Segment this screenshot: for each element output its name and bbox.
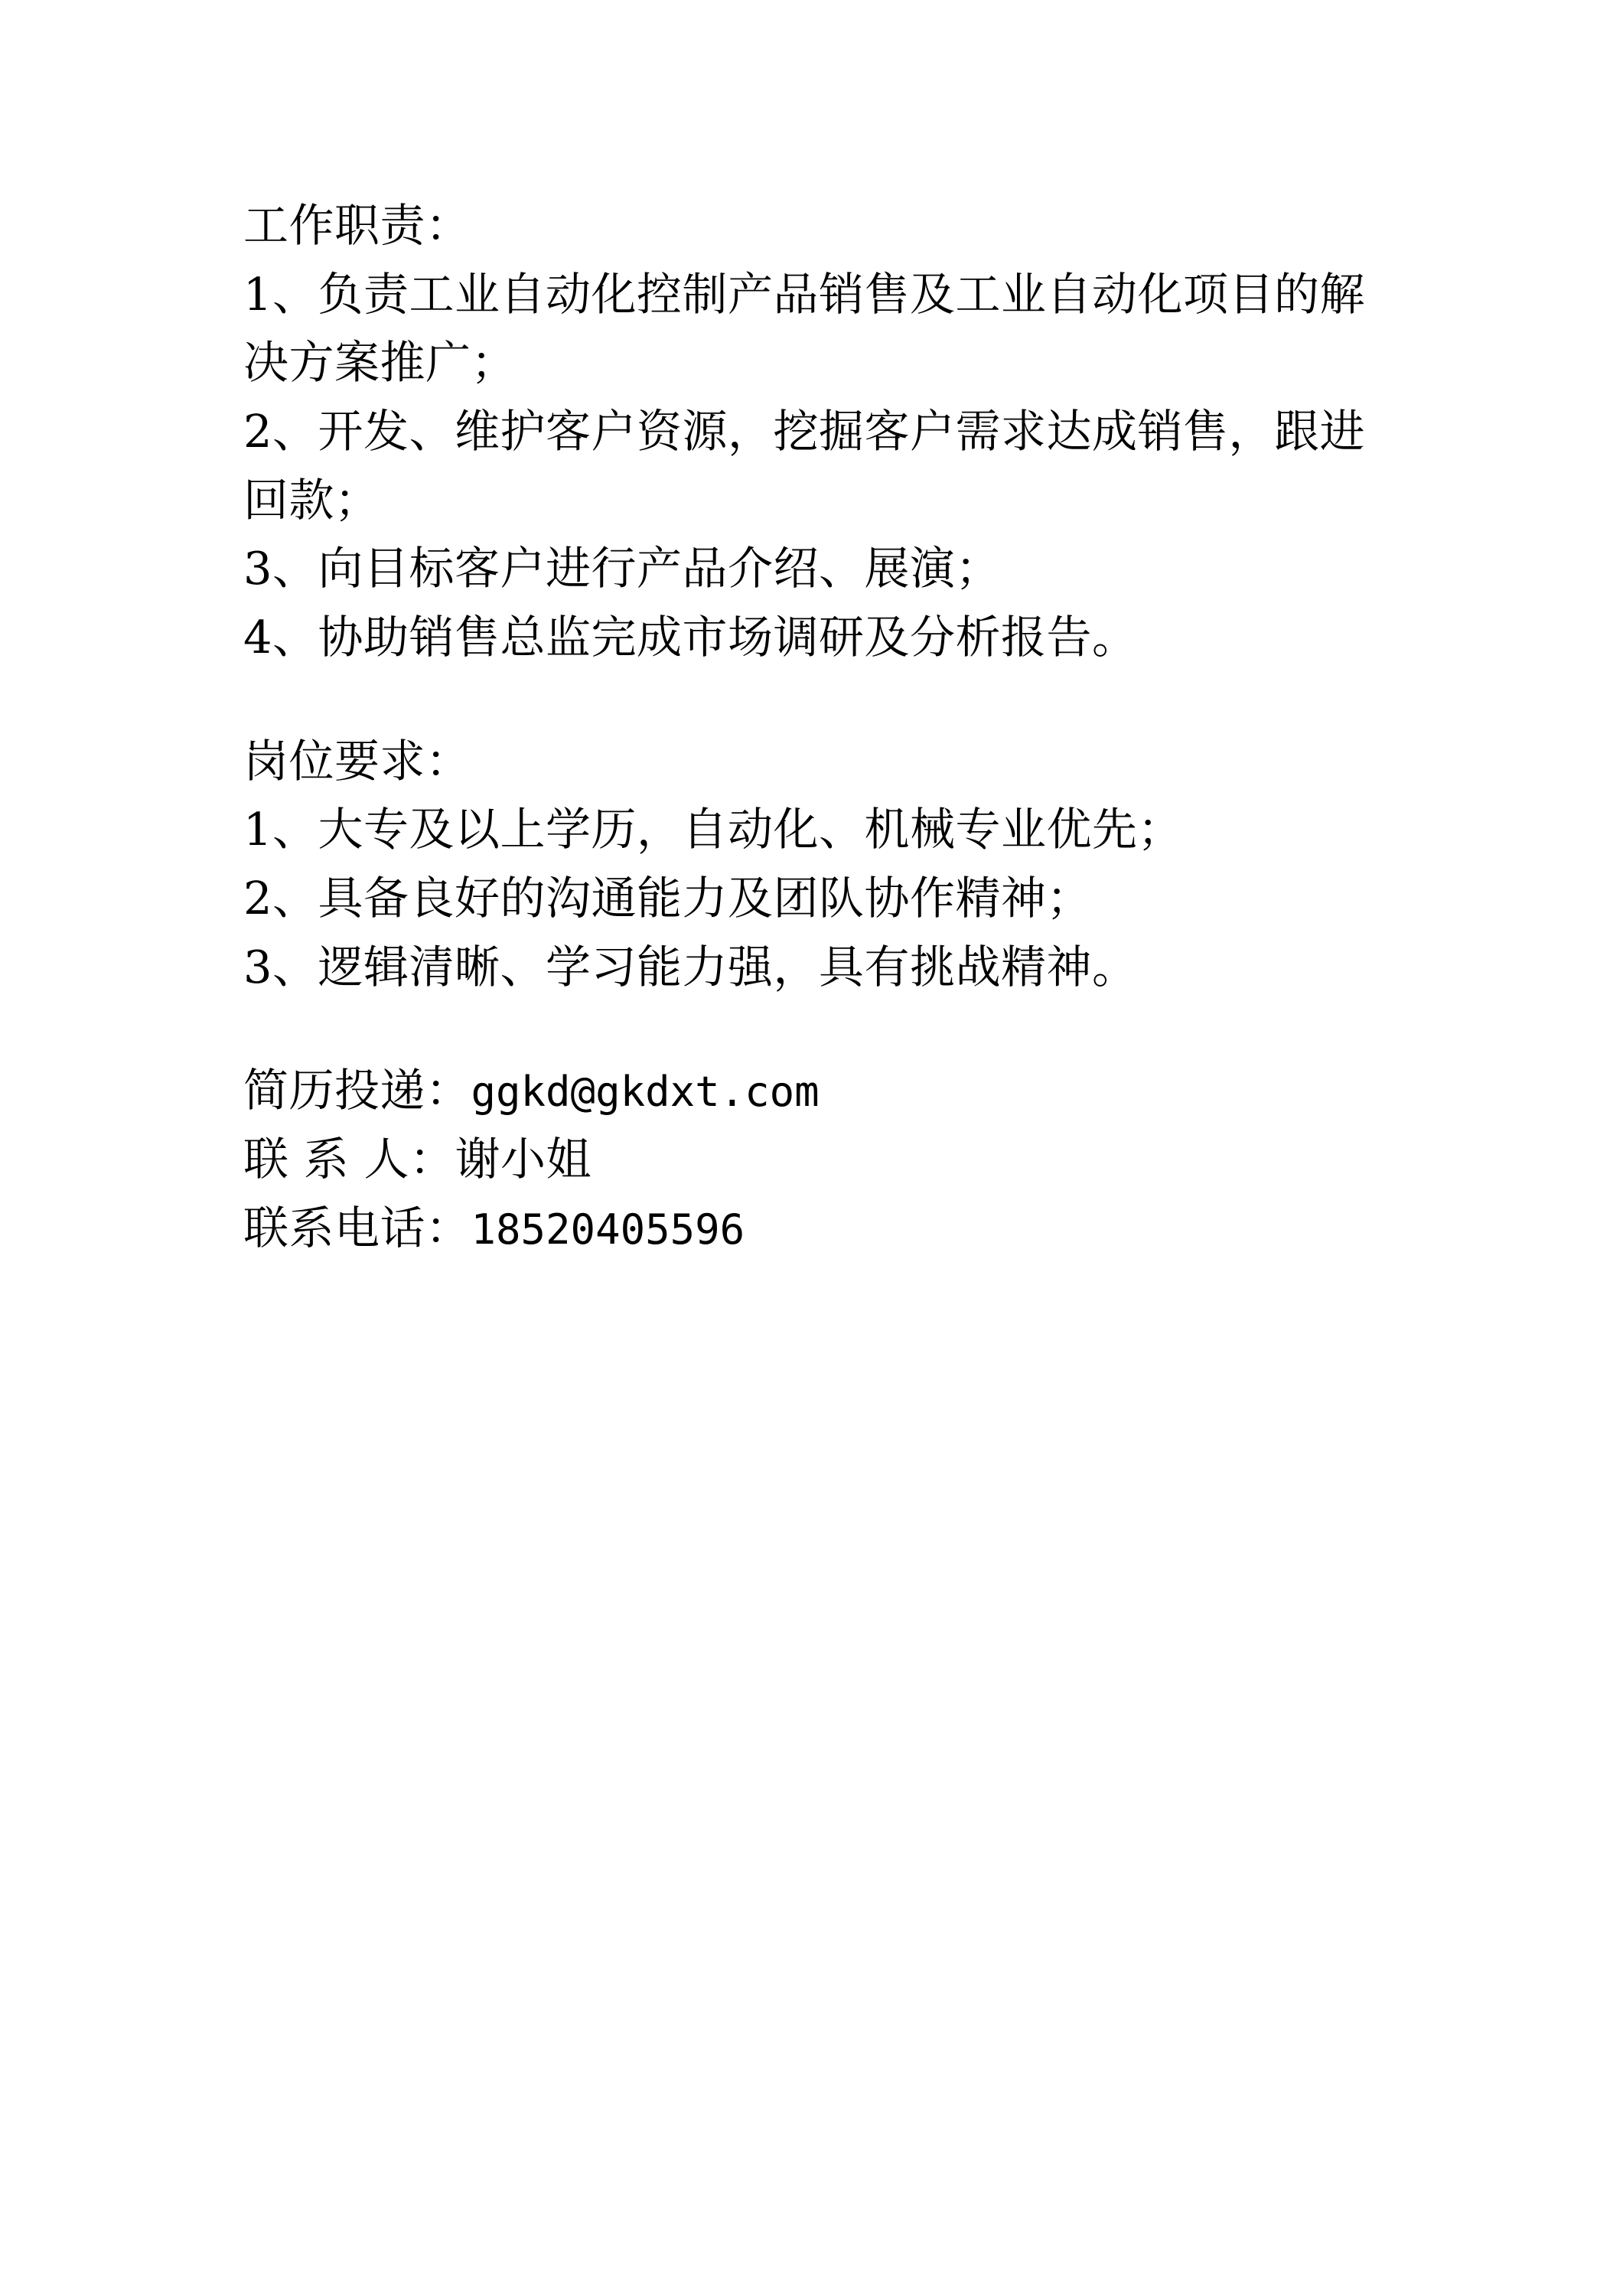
- contact-resume-line: [243, 1056, 1393, 1125]
- requirements-item-1: 1、大专及以上学历，自动化、机械专业优先；: [243, 803, 1184, 856]
- duties-item-1: 1、负责工业自动化控制产品销售及工业自动化项目的解决方案推广；: [243, 267, 1366, 390]
- requirements-item-2: 2、具备良好的沟通能力及团队协作精神；: [243, 872, 1093, 925]
- duties-heading: 工作职责：: [243, 199, 471, 252]
- requirements-item-3: 3、逻辑清晰、学习能力强，具有挑战精神。: [243, 940, 1138, 993]
- contact-resume-value: ggkd@gkdxt.com: [471, 1068, 820, 1117]
- duties-item-2: 2、开发、维护客户资源，挖掘客户需求达成销售，跟进回款；: [243, 405, 1366, 527]
- contact-person-label: 联 系 人：: [243, 1133, 455, 1186]
- duties-item-4: 4、协助销售总监完成市场调研及分析报告。: [243, 611, 1138, 664]
- contact-person-line: [243, 1125, 1393, 1194]
- requirements-heading: 岗位要求：: [243, 734, 471, 788]
- contact-phone-value: 18520405596: [471, 1205, 745, 1254]
- section-spacer-1: [243, 672, 1393, 727]
- contact-person-value: 谢小姐: [455, 1133, 592, 1186]
- contact-resume-label: 简历投递：: [243, 1064, 471, 1117]
- section-spacer-2: [243, 1001, 1393, 1056]
- duties-item-3: 3、向目标客户进行产品介绍、展演；: [243, 542, 1002, 595]
- contact-phone-line: [243, 1194, 1393, 1263]
- contact-phone-label: 联系电话：: [243, 1201, 471, 1254]
- document-body: [243, 191, 1393, 1262]
